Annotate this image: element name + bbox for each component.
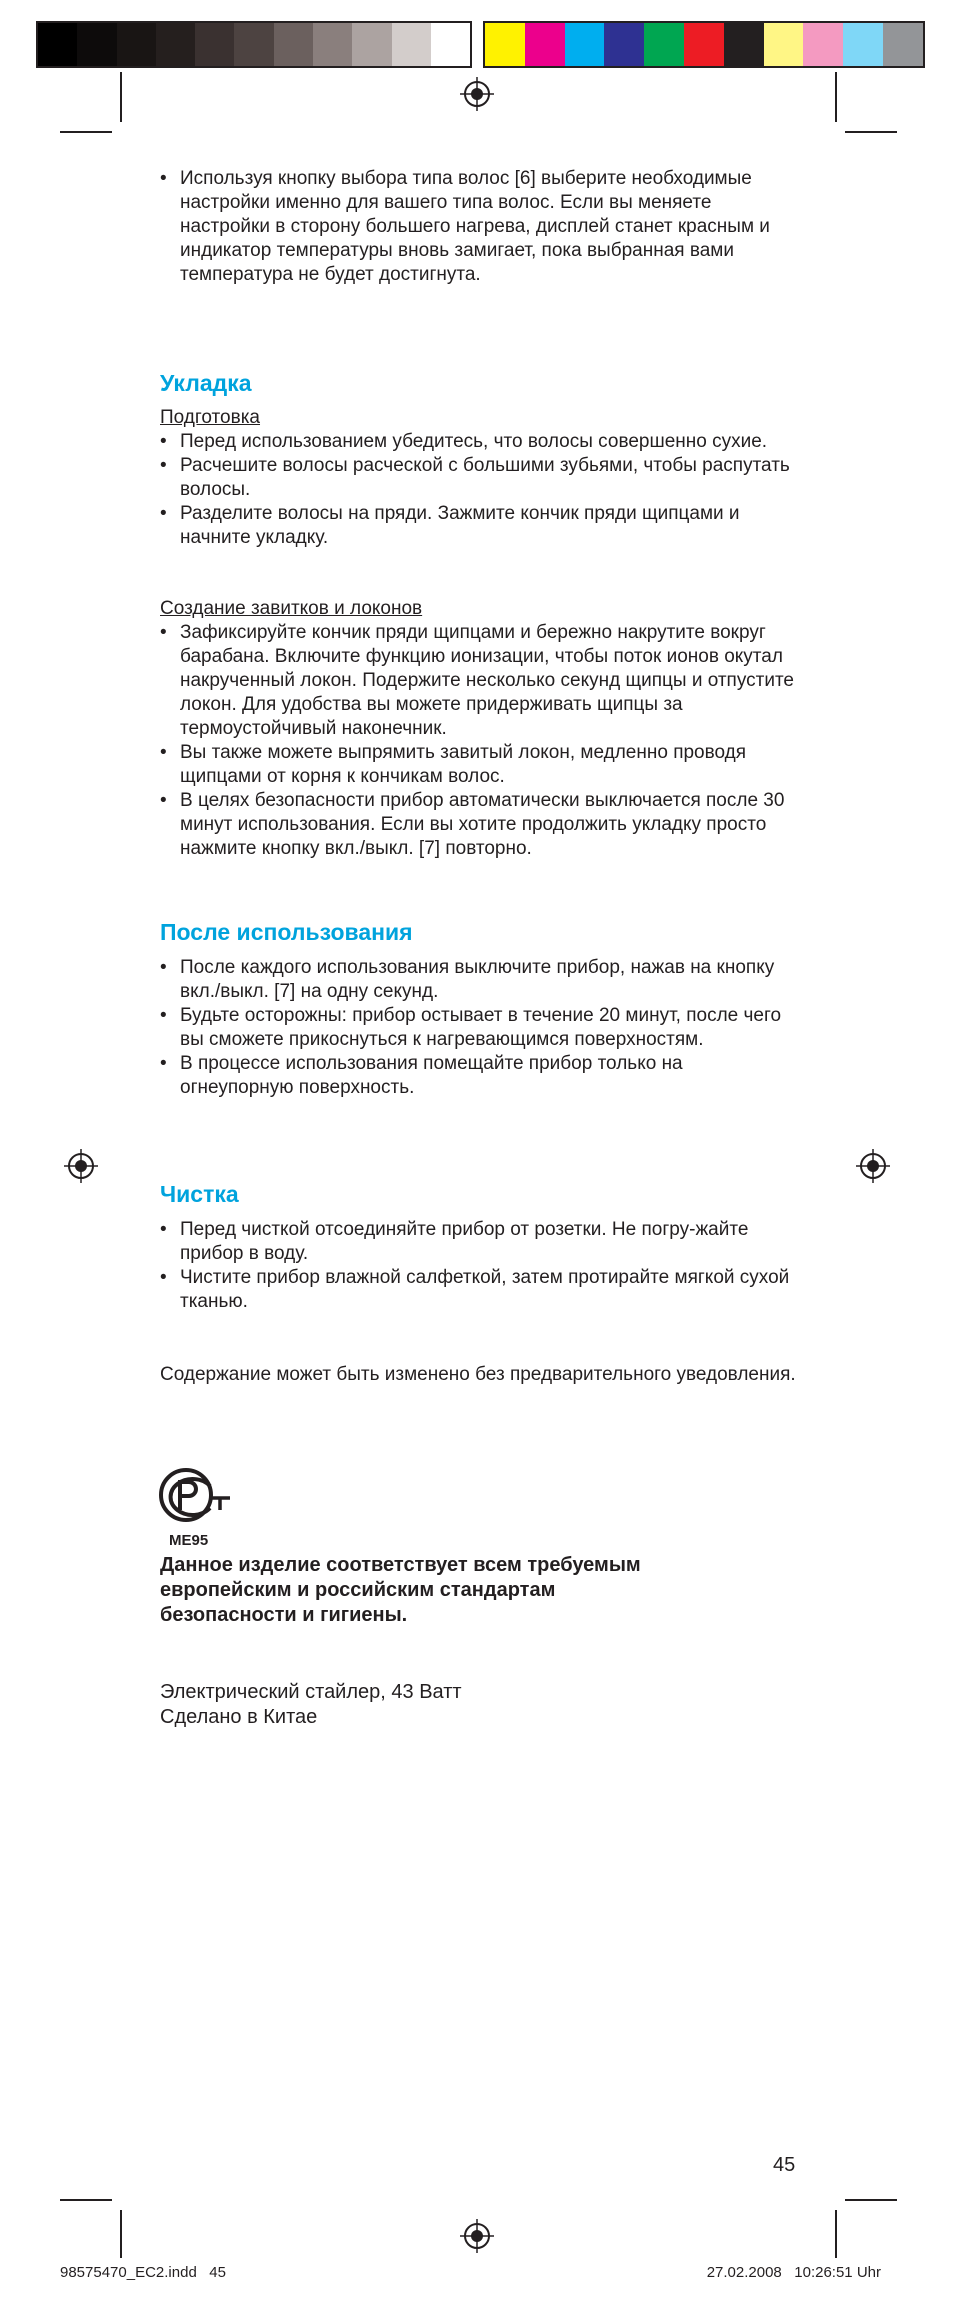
list-item: • Вы также можете выпрямить завитый локон, медленно проводя щипцами от корня к кончикам волос. [160, 741, 800, 789]
certification-statement: Данное изделие соответствует всем требуемым европейским и российским стандартам безопасности и гигиены. [160, 1554, 641, 1626]
crop-mark [835, 72, 837, 122]
registration-mark-icon [460, 77, 494, 111]
color-swatch [313, 23, 352, 66]
crop-mark [60, 131, 112, 133]
list-item: • Чистите прибор влажной салфеткой, затем протирайте мягкой сухой тканью. [160, 1266, 800, 1314]
color-swatch [117, 23, 156, 66]
crop-mark [120, 2210, 122, 2258]
footer-timestamp: 27.02.2008 10:26:51 Uhr [706, 2264, 881, 2281]
color-swatch [843, 23, 883, 66]
subheading-preparation: Подготовка [160, 407, 261, 428]
after-use-bullet-list [160, 956, 800, 1100]
footer-file-info: 98575470_EC2.indd 45 [60, 2264, 226, 2281]
color-swatch [525, 23, 565, 66]
color-swatch [392, 23, 431, 66]
section-title-styling: Укладка [160, 370, 252, 396]
list-item: • Расчешите волосы расческой с большими зубьями, чтобы распутать волосы. [160, 454, 800, 502]
list-item: • После каждого использования выключите прибор, нажав на кнопку вкл./выкл. [7] на одну секунд. [160, 956, 800, 1004]
crop-mark [845, 2199, 897, 2201]
grayscale-color-bar [36, 21, 472, 68]
preparation-bullet-list [160, 430, 800, 550]
rst-certification-logo-icon [158, 1466, 236, 1526]
color-swatch [803, 23, 843, 66]
subheading-curls: Создание завитков и локонов [160, 598, 423, 619]
crop-mark [845, 131, 897, 133]
section-title-cleaning: Чистка [160, 1181, 239, 1207]
registration-mark-icon [64, 1149, 98, 1183]
crop-mark [120, 72, 122, 122]
color-swatch [77, 23, 116, 66]
change-notice: Содержание может быть изменено без предварительного уведовления. [160, 1364, 796, 1385]
list-item: • В процессе использования помещайте прибор только на огнеупорную поверхность. [160, 1052, 800, 1100]
color-swatch [883, 23, 923, 66]
list-item: • Перед чисткой отсоединяйте прибор от розетки. Не погру-жайте прибор в воду. [160, 1218, 800, 1266]
product-description: Электрический стайлер, 43 Ватт [160, 1681, 462, 1703]
process-color-bar [483, 21, 925, 68]
color-swatch [274, 23, 313, 66]
color-swatch [156, 23, 195, 66]
color-swatch [431, 23, 470, 66]
color-swatch [684, 23, 724, 66]
color-swatch [485, 23, 525, 66]
product-origin: Сделано в Китае [160, 1706, 318, 1728]
color-swatch [565, 23, 605, 66]
color-swatch [644, 23, 684, 66]
list-item: • Будьте осторожны: прибор остывает в течение 20 минут, после чего вы сможете прикоснуться к нагревающимся поверхностям. [160, 1004, 800, 1052]
crop-mark [60, 2199, 112, 2201]
registration-mark-icon [856, 1149, 890, 1183]
color-swatch [764, 23, 804, 66]
color-swatch [195, 23, 234, 66]
crop-mark [835, 2210, 837, 2258]
color-swatch [604, 23, 644, 66]
color-swatch [724, 23, 764, 66]
certification-code: ME95 [169, 1532, 209, 1549]
list-item: • Перед использованием убедитесь, что волосы совершенно сухие. [160, 430, 800, 454]
list-item: • В целях безопасности прибор автоматически выключается после 30 минут использования. Если вы хотите продолжить укладку просто нажмите кнопку вкл./выкл. [7] повторно. [160, 789, 800, 861]
color-swatch [352, 23, 391, 66]
page-number: 45 [773, 2154, 796, 2176]
section-title-after-use: После использования [160, 919, 413, 945]
list-item: • Используя кнопку выбора типа волос [6] выберите необходимые настройки именно для вашего типа волос. Если вы меняете настройки в сторону большего нагрева, дисплей станет красным и индикатор температуры вновь замигает, пока выбранная вами температура не будет достигнута. [160, 167, 800, 287]
list-item: • Разделите волосы на пряди. Зажмите кончик пряди щипцами и начните укладку. [160, 502, 800, 550]
cleaning-bullet-list [160, 1218, 800, 1314]
intro-bullet-list [160, 167, 800, 287]
registration-mark-icon [460, 2219, 494, 2253]
curls-bullet-list [160, 621, 800, 861]
color-swatch [38, 23, 77, 66]
list-item: • Зафиксируйте кончик пряди щипцами и бережно накрутите вокруг барабана. Включите функцию ионизации, чтобы поток ионов окутал накрученный локон. Подержите несколько секунд щипцы и отпустите локон. Для удобства вы можете придерживать щипцы за термоустойчивый наконечник. [160, 621, 800, 741]
color-swatch [234, 23, 273, 66]
